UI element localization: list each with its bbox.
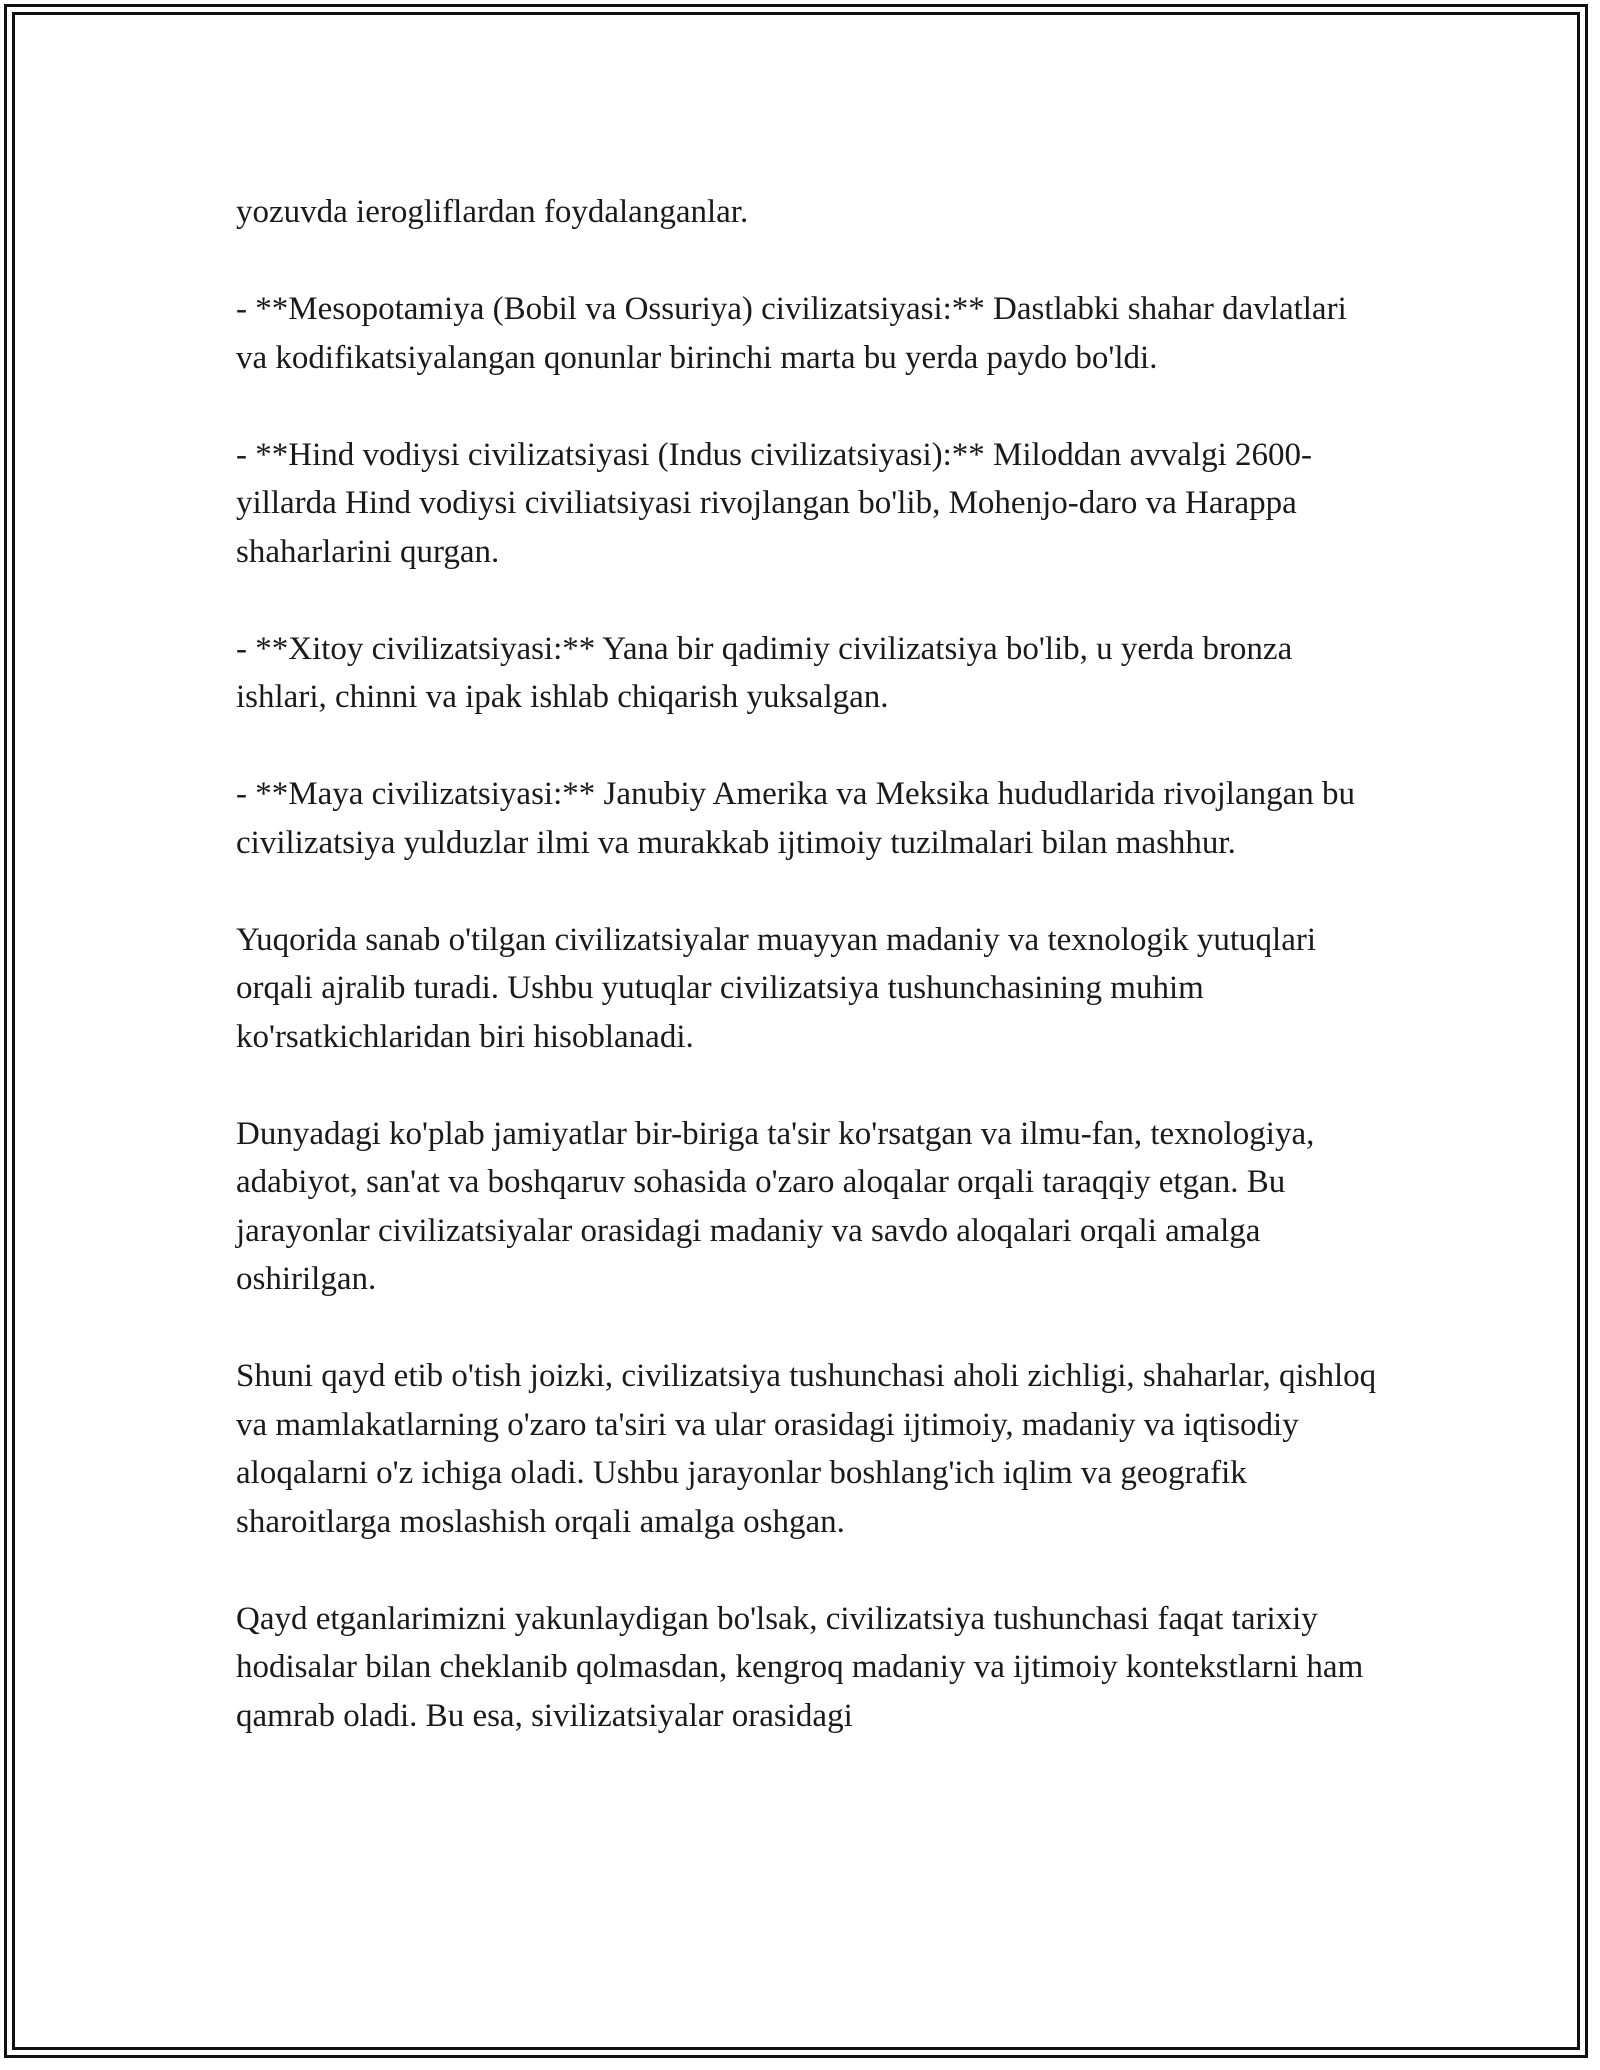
paragraph-interactions: Dunyadagi ko'plab jamiyatlar bir-biriga ta'sir ko'rsatgan va ilmu-fan, texnologiya, adabiyot, san'at va boshqaruv sohasida o'zaro aloqalar orqali taraqqiy etgan. Bu jarayonlar civilizatsiyalar orasidagi madaniy va savdo aloqalari orqali amalga oshirilgan. — [236, 1115, 1315, 1297]
paragraph-maya: - **Maya civilizatsiyasi:** Janubiy Amerika va Meksika hududlarida rivojlangan bu civilizatsiya yulduzlar ilmi va murakkab ijtimoiy tuzilmalari bilan mashhur. — [236, 776, 1355, 861]
paragraph-conclusion: Qayd etganlarimizni yakunlaydigan bo'lsak, civilizatsiya tushunchasi faqat tarixiy hodisalar bilan cheklanib qolmasdan, kengroq madaniy va ijtimoiy kontekstlarni ham qamrab oladi. Bu esa, sivilizatsiyalar orasidagi — [236, 1600, 1364, 1734]
paragraph-indus: - **Hind vodiysi civilizatsiyasi (Indus civilizatsiyasi):** Miloddan avvalgi 2600-yillarda Hind vodiysi civiliatsiyasi rivojlangan bo'lib, Mohenjo-daro va Harappa shaharlarini qurgan. — [236, 436, 1312, 570]
paragraph-concept: Shuni qayd etib o'tish joizki, civilizatsiya tushunchasi aholi zichligi, shaharlar, qishloq va mamlakatlarning o'zaro ta'siri va ular orasidagi ijtimoiy, madaniy va iqtisodiy aloqalarni o'z ichiga oladi. Ushbu jarayonlar boshlang'ich iqlim va geografik sharoitlarga moslashish orqali amalga oshgan. — [236, 1358, 1377, 1540]
paragraph-mesopotamia: - **Mesopotamiya (Bobil va Ossuriya) civilizatsiyasi:** Dastlabki shahar davlatlari va kodifikatsiyalangan qonunlar birinchi marta bu yerda paydo bo'ldi. — [236, 291, 1347, 376]
paragraph-china: - **Xitoy civilizatsiyasi:** Yana bir qadimiy civilizatsiya bo'lib, u yerda bronza ishlari, chinni va ipak ishlab chiqarish yuksalgan. — [236, 630, 1293, 715]
paragraph-hieroglyphs: yozuvda ierogliflardan foydalanganlar. — [236, 194, 749, 230]
paragraph-achievements: Yuqorida sanab o'tilgan civilizatsiyalar muayyan madaniy va texnologik yutuqlari orqali ajralib turadi. Ushbu yutuqlar civilizatsiya tushunchasining muhim ko'rsatkichlaridan biri hisoblanadi. — [236, 921, 1316, 1055]
page-body — [236, 188, 1386, 1740]
